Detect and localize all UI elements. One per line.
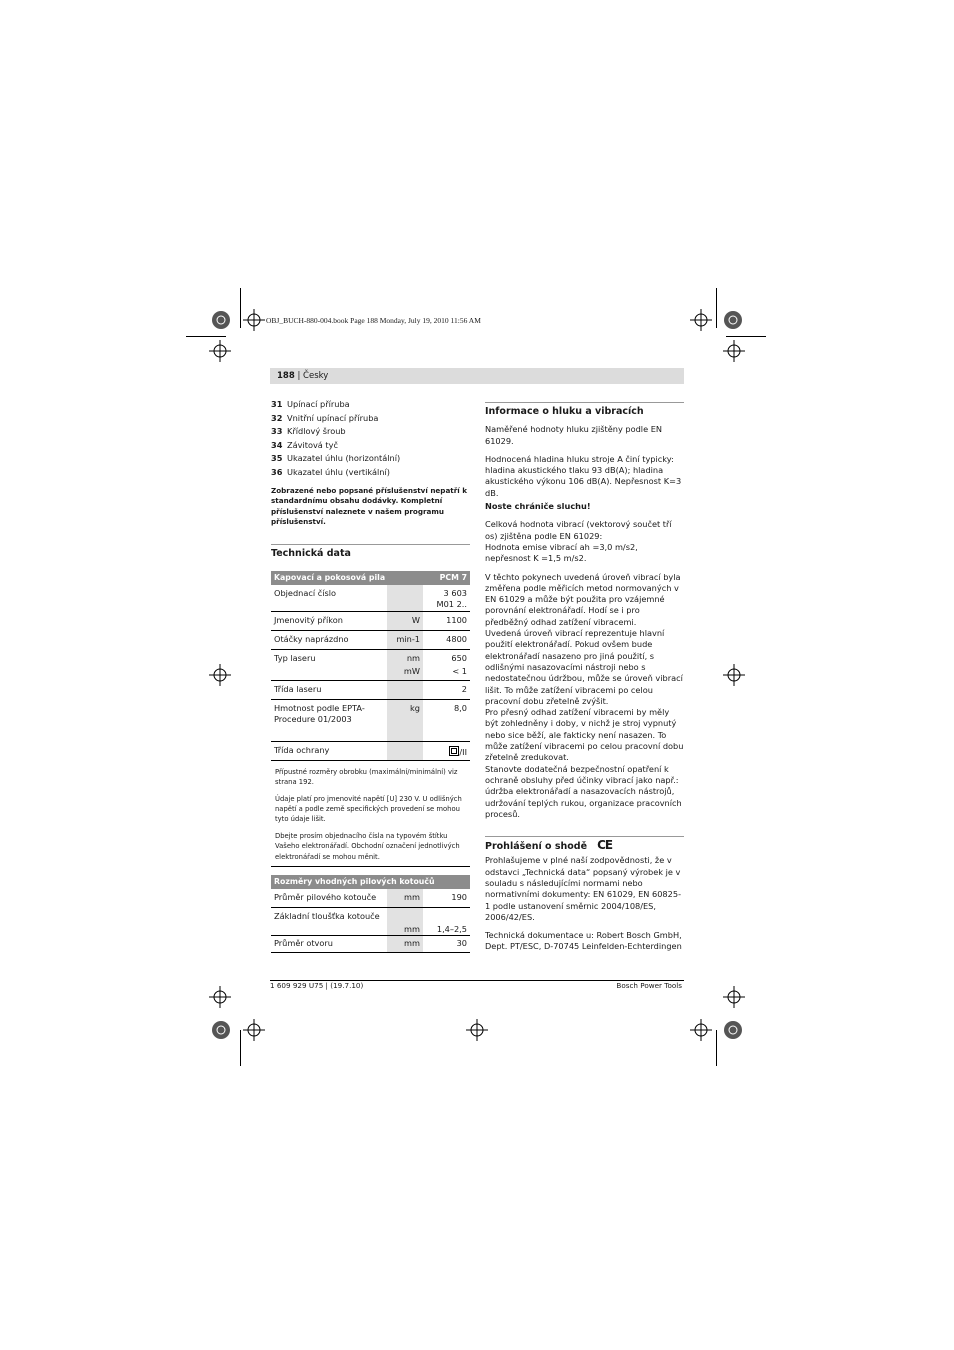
print-meta: OBJ_BUCH-880-004.book Page 188 Monday, July 19, 2010 11:56 AM [266, 316, 481, 325]
table-header: Kapovací a pokosová pila PCM 7 [271, 571, 470, 585]
crop-mark [240, 1030, 241, 1066]
table-row: Jmenovitý příkon W 1100 [271, 611, 470, 630]
crop-mark [240, 288, 241, 328]
list-item: 31 Upínací příruba [271, 399, 350, 409]
crop-mark [186, 336, 226, 337]
crosshair-icon [466, 1019, 488, 1041]
page-header: 188 | Česky [270, 368, 684, 384]
accessory-note: Zobrazené nebo popsané příslušenství nepatří k standardnímu obsahu dodávky. Kompletní příslušenství naleznete v našem programu příslušenství. [271, 485, 468, 527]
list-item: 33 Křídlový šroub [271, 426, 346, 437]
crop-mark [716, 1030, 717, 1066]
crosshair-icon [723, 986, 745, 1008]
table-row: Průměr otvoru mm 30 [271, 936, 470, 953]
table-row: mW < 1 [271, 664, 470, 681]
list-item: 34 Závitová tyč [271, 439, 338, 450]
crosshair-icon [209, 664, 231, 686]
crosshair-icon [209, 986, 231, 1008]
crosshair-icon [209, 340, 231, 362]
footer-left: 1 609 929 U75 | (19.7.10) [270, 981, 364, 990]
list-item: 36 Ukazatel úhlu (vertikální) [271, 466, 390, 477]
section-title-tech-data: Technická data [271, 544, 470, 559]
ce-mark-icon: CE [597, 838, 613, 853]
registration-mark-icon [210, 1019, 232, 1041]
table-row: Otáčky naprázdno min-1 4800 [271, 630, 470, 649]
crosshair-icon [243, 1019, 265, 1041]
registration-mark-icon [210, 309, 232, 331]
parts-list [271, 398, 470, 480]
tech-data-table [271, 571, 470, 761]
table-row: Průměr pilového kotouče mm 190 [271, 889, 470, 908]
table-row: Třída ochrany /II [271, 741, 470, 760]
registration-mark-icon [722, 309, 744, 331]
table-row: Typ laseru nm 650 [271, 649, 470, 664]
language-label: Česky [303, 371, 329, 381]
table-header: Rozměry vhodných pilových kotoučů [271, 875, 470, 889]
table-row: Základní tloušťka kotouče mm 1,4–2,5 [271, 908, 470, 936]
protection-class-icon [449, 746, 459, 756]
blade-table [271, 875, 470, 953]
list-item: 35 Ukazatel úhlu (horizontální) [271, 453, 401, 464]
crosshair-icon [723, 664, 745, 686]
section-title-declaration: Prohlášení o shodě CE [485, 836, 684, 852]
crop-mark [716, 288, 717, 328]
right-column: Informace o hluku a vibracích Naměřené hodnoty hluku zjištěny podle EN 61029. Hodnocená hladina hluku stroje A činí typicky: hladina akustického tlaku 93 dB(A); hladina akustického výkonu 106 dB(A). Nepřesnost K=3 dB. Noste chrániče sluchu! Celková hodnota vibrací (vektorový součet tří os) zjištěna podle EN 61029: Hodnota emise vibrací ah =3,0 m/s2, nepřesnost K =1,5 m/s2. V těchto pokynech uvedená úroveň vibrací byla změřena podle měřicích metod normovaných v EN 61029 a může být použita pro vzájemné porovnání elektronářadí. Hodí se i pro předběžný odhad zatížení vibracemi. Uvedená úroveň vibrací reprezentuje hlavní použití elektronářadí. Pokud ovšem bude elektronářadí nasazeno pro jiná použití, s odlišnými nasazovacími nástroji nebo s nedostatečnou údržbou, může se úroveň vibrací lišit. To může zatížení vibracemi po celou pracovní dobu zřetelně zvýšit. Pro přesný odhad zatížení vibracemi by měly být zohledněny i doby, v nichž je stroj vypnutý nebo sice běží, ale fakticky není nasazen. To může zatížení vibracemi po celou pracovní dobu zřetelně zredukovat. Stanovte dodatečná bezpečnostní opatření k ochraně obsluhy před účinky vibrací jako např.: údržba elektronářadí a nasazovacích nástrojů, udržování teplých rukou, organizace pracovních procesů. Prohlášení o shodě CE Prohlašujeme v plné naší zodpovědnosti, že v odstavci „Technická data“ popsaný výrobek je v souladu s následujícími normami nebo normativními dokumenty: EN 61029, EN 60825-1 podle ustanovení směrnic 2004/108/ES, 2006/42/ES. Technická dokumentace u: Robert Bosch GmbH, Dept. PT/ESC, D-70745 Leinfelden-Echterdingen [485, 402, 684, 953]
table-row: Objednací číslo 3 603 M01 2.. [271, 585, 470, 611]
list-item: 32 Vnitřní upínací příruba [271, 412, 379, 423]
page-number: 188 [277, 371, 295, 381]
crosshair-icon [690, 1019, 712, 1041]
section-title-noise: Informace o hluku a vibracích [485, 402, 684, 417]
registration-mark-icon [722, 1019, 744, 1041]
crop-mark [726, 336, 766, 337]
footer-right: Bosch Power Tools [616, 981, 682, 990]
crosshair-icon [243, 309, 265, 331]
table-row: Hmotnost podle EPTA-Procedure 01/2003 kg 8,0 [271, 699, 470, 741]
footnotes: Přípustné rozměry obrobku (maximální/minimální) viz strana 192. Údaje platí pro jmenovité napětí [U] 230 V. U odlišných napětí a podle země specifických provedení se mohou tyto údaje lišit. Dbejte prosím objednacího čísla na typovém štítku Vašeho elektronářadí. Obchodní označení jednotlivých elektronářadí se mohou měnit. [271, 767, 470, 867]
table-row: Třída laseru 2 [271, 680, 470, 699]
crosshair-icon [690, 309, 712, 331]
left-column [271, 398, 470, 953]
crosshair-icon [723, 340, 745, 362]
